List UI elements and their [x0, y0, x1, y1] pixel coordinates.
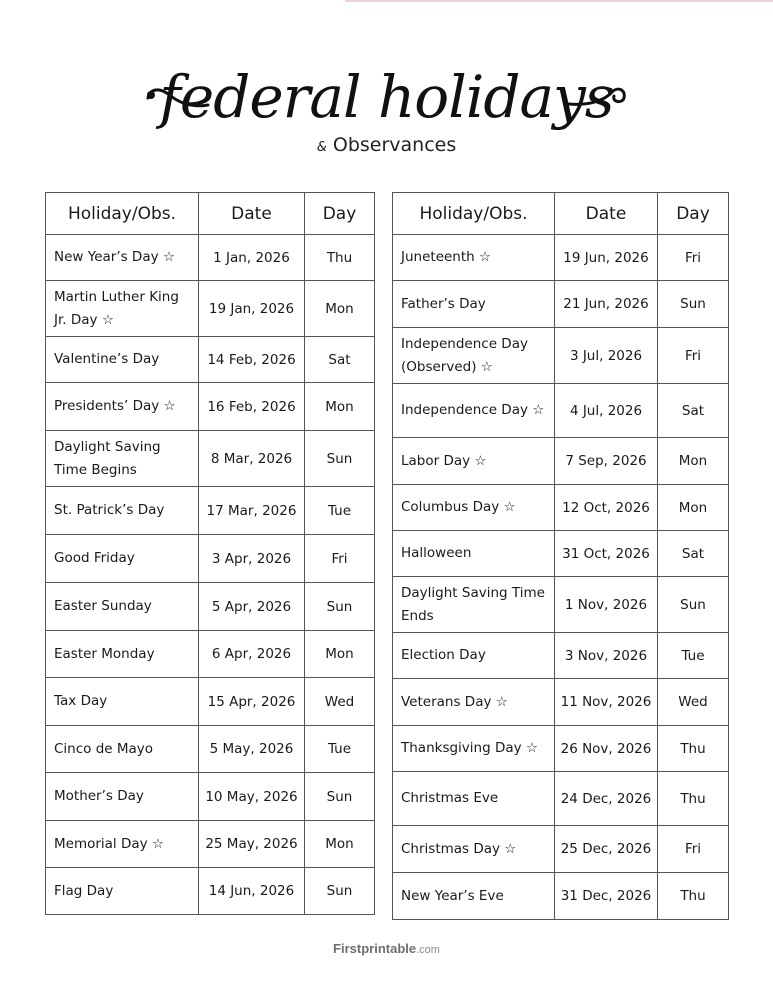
holiday-name-cell: Good Friday — [46, 535, 199, 583]
date-cell: 11 Nov, 2026 — [555, 679, 658, 726]
day-cell: Mon — [658, 438, 729, 485]
date-cell: 12 Oct, 2026 — [555, 485, 658, 531]
day-cell: Sun — [305, 868, 375, 915]
holiday-name-cell: Independence Day (Observed) ☆ — [393, 328, 555, 384]
table-row — [46, 631, 375, 678]
table-row — [393, 577, 729, 633]
holiday-name-cell: Daylight Saving Time Begins — [46, 431, 199, 487]
day-cell: Fri — [658, 328, 729, 384]
table-row — [393, 726, 729, 772]
day-cell: Mon — [658, 485, 729, 531]
table-row — [46, 868, 375, 915]
table-row — [46, 773, 375, 821]
date-cell: 7 Sep, 2026 — [555, 438, 658, 485]
holiday-name-cell: Martin Luther King Jr. Day ☆ — [46, 281, 199, 337]
table-row — [46, 726, 375, 773]
table-row — [393, 281, 729, 328]
table-row — [393, 531, 729, 577]
table-row — [393, 826, 729, 873]
holiday-name-cell: New Year’s Eve — [393, 873, 555, 920]
table-row — [46, 487, 375, 535]
table-row — [46, 583, 375, 631]
day-cell: Sun — [305, 773, 375, 821]
date-cell: 5 May, 2026 — [199, 726, 305, 773]
column-header-holiday: Holiday/Obs. — [46, 193, 199, 235]
column-header-date: Date — [555, 193, 658, 235]
date-cell: 8 Mar, 2026 — [199, 431, 305, 487]
table-row — [393, 772, 729, 826]
day-cell: Wed — [658, 679, 729, 726]
top-accent-line — [345, 0, 773, 2]
column-header-holiday: Holiday/Obs. — [393, 193, 555, 235]
day-cell: Sat — [658, 384, 729, 438]
holiday-name-cell: Mother’s Day — [46, 773, 199, 821]
date-cell: 1 Jan, 2026 — [199, 235, 305, 281]
table-row — [46, 431, 375, 487]
day-cell: Tue — [305, 726, 375, 773]
holiday-name-cell: Christmas Day ☆ — [393, 826, 555, 873]
day-cell: Mon — [305, 281, 375, 337]
holiday-name-cell: Halloween — [393, 531, 555, 577]
day-cell: Mon — [305, 383, 375, 431]
day-cell: Thu — [658, 873, 729, 920]
table-row — [393, 384, 729, 438]
date-cell: 31 Dec, 2026 — [555, 873, 658, 920]
page-title: federal holidays — [159, 63, 614, 131]
date-cell: 15 Apr, 2026 — [199, 678, 305, 726]
holiday-name-cell: Veterans Day ☆ — [393, 679, 555, 726]
table-row — [393, 633, 729, 679]
holiday-name-cell: Father’s Day — [393, 281, 555, 328]
column-header-day: Day — [658, 193, 729, 235]
day-cell: Sun — [305, 431, 375, 487]
column-header-day: Day — [305, 193, 375, 235]
holiday-name-cell: Flag Day — [46, 868, 199, 915]
holiday-name-cell: New Year’s Day ☆ — [46, 235, 199, 281]
date-cell: 25 May, 2026 — [199, 821, 305, 868]
table-row — [46, 235, 375, 281]
table-row — [393, 235, 729, 281]
table-row — [46, 337, 375, 383]
holiday-name-cell: Memorial Day ☆ — [46, 821, 199, 868]
table-row — [393, 328, 729, 384]
holiday-name-cell: Labor Day ☆ — [393, 438, 555, 485]
table-row — [393, 485, 729, 531]
holiday-name-cell: St. Patrick’s Day — [46, 487, 199, 535]
day-cell: Thu — [658, 772, 729, 826]
date-cell: 19 Jun, 2026 — [555, 235, 658, 281]
holidays-table-right — [392, 192, 729, 920]
holiday-name-cell: Cinco de Mayo — [46, 726, 199, 773]
day-cell: Sat — [658, 531, 729, 577]
date-cell: 16 Feb, 2026 — [199, 383, 305, 431]
date-cell: 10 May, 2026 — [199, 773, 305, 821]
holiday-name-cell: Columbus Day ☆ — [393, 485, 555, 531]
date-cell: 21 Jun, 2026 — [555, 281, 658, 328]
day-cell: Sat — [305, 337, 375, 383]
date-cell: 26 Nov, 2026 — [555, 726, 658, 772]
page-subtitle — [0, 134, 773, 156]
holiday-name-cell: Daylight Saving Time Ends — [393, 577, 555, 633]
date-cell: 4 Jul, 2026 — [555, 384, 658, 438]
date-cell: 14 Feb, 2026 — [199, 337, 305, 383]
date-cell: 25 Dec, 2026 — [555, 826, 658, 873]
day-cell: Fri — [305, 535, 375, 583]
footer-brand — [0, 941, 773, 956]
table-row — [46, 281, 375, 337]
holiday-name-cell: Christmas Eve — [393, 772, 555, 826]
table-header-row — [393, 193, 729, 235]
holiday-name-cell: Thanksgiving Day ☆ — [393, 726, 555, 772]
subtitle-text: Observances — [332, 134, 457, 156]
table-row — [46, 535, 375, 583]
date-cell: 19 Jan, 2026 — [199, 281, 305, 337]
day-cell: Fri — [658, 235, 729, 281]
date-cell: 31 Oct, 2026 — [555, 531, 658, 577]
date-cell: 17 Mar, 2026 — [199, 487, 305, 535]
brand-suffix: .com — [416, 944, 440, 956]
holiday-name-cell: Easter Sunday — [46, 583, 199, 631]
holiday-name-cell: Tax Day — [46, 678, 199, 726]
date-cell: 24 Dec, 2026 — [555, 772, 658, 826]
day-cell: Tue — [305, 487, 375, 535]
day-cell: Thu — [305, 235, 375, 281]
holiday-name-cell: Independence Day ☆ — [393, 384, 555, 438]
table-row — [393, 873, 729, 920]
holiday-name-cell: Presidents’ Day ☆ — [46, 383, 199, 431]
date-cell: 3 Nov, 2026 — [555, 633, 658, 679]
day-cell: Sun — [305, 583, 375, 631]
table-row — [46, 821, 375, 868]
holiday-name-cell: Valentine’s Day — [46, 337, 199, 383]
table-row — [393, 438, 729, 485]
day-cell: Mon — [305, 821, 375, 868]
header — [0, 48, 773, 168]
holiday-name-cell: Juneteenth ☆ — [393, 235, 555, 281]
subtitle-ampersand: & — [316, 140, 327, 155]
date-cell: 3 Apr, 2026 — [199, 535, 305, 583]
day-cell: Thu — [658, 726, 729, 772]
table-row — [46, 678, 375, 726]
date-cell: 3 Jul, 2026 — [555, 328, 658, 384]
date-cell: 5 Apr, 2026 — [199, 583, 305, 631]
date-cell: 1 Nov, 2026 — [555, 577, 658, 633]
holiday-name-cell: Election Day — [393, 633, 555, 679]
day-cell: Wed — [305, 678, 375, 726]
table-row — [393, 679, 729, 726]
holidays-table-left — [45, 192, 375, 915]
day-cell: Sun — [658, 577, 729, 633]
day-cell: Fri — [658, 826, 729, 873]
column-header-date: Date — [199, 193, 305, 235]
date-cell: 6 Apr, 2026 — [199, 631, 305, 678]
table-header-row — [46, 193, 375, 235]
day-cell: Tue — [658, 633, 729, 679]
day-cell: Mon — [305, 631, 375, 678]
date-cell: 14 Jun, 2026 — [199, 868, 305, 915]
holiday-name-cell: Easter Monday — [46, 631, 199, 678]
table-row — [46, 383, 375, 431]
brand-name: Firstprintable — [333, 941, 417, 956]
day-cell: Sun — [658, 281, 729, 328]
